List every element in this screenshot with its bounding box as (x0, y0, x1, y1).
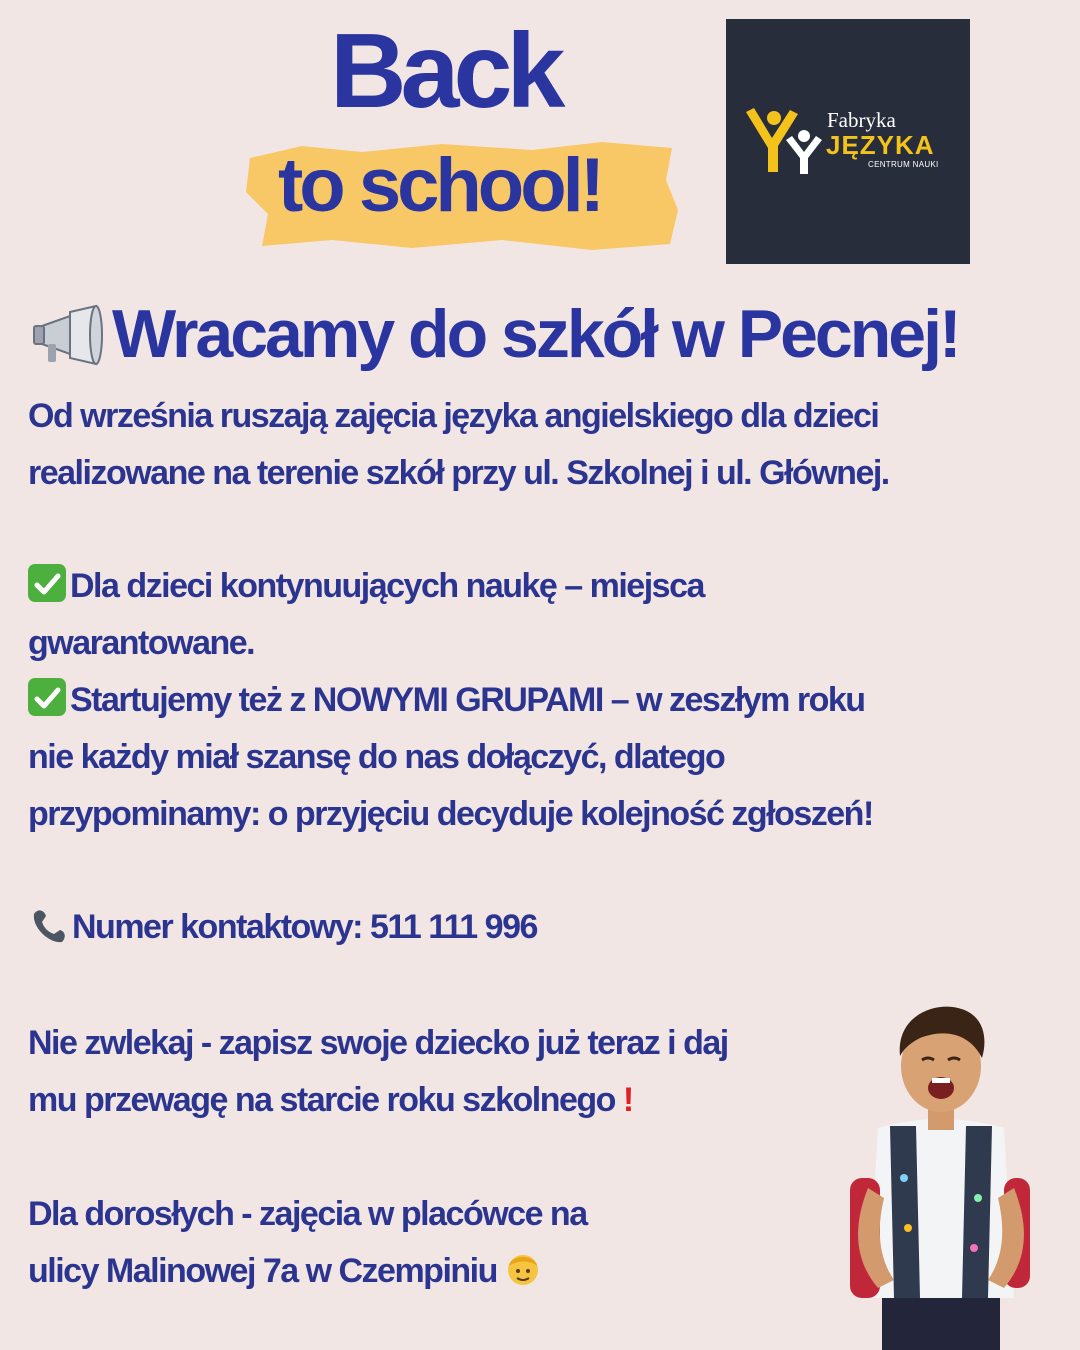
boy-face-icon (505, 1250, 541, 1288)
check-mark-icon (28, 564, 66, 602)
logo-figures-icon (744, 106, 826, 176)
title-to-school: to school! (278, 143, 602, 228)
check-mark-icon (28, 678, 66, 716)
bullet-2-line-1 (28, 672, 865, 729)
cta-line-1: Nie zwlekaj - zapisz swoje dziecko już teraz i daj (28, 1024, 728, 1062)
boy-illustration (838, 998, 1044, 1350)
logo-brand-main: JĘZYKA (826, 130, 935, 160)
cta-line-2 (28, 1072, 633, 1129)
bullet-2-text-1: Startujemy też z NOWYMI GRUPAMI – w zeszłym roku (70, 681, 865, 719)
megaphone-icon (30, 304, 106, 368)
intro-line-2: realizowane na terenie szkół przy ul. Szkolnej i ul. Głównej. (28, 454, 889, 492)
adults-line-2 (28, 1243, 541, 1300)
bullet-1-text-1: Dla dzieci kontynuujących naukę – miejsca (70, 567, 704, 605)
logo-brand-top: Fabryka (827, 108, 896, 132)
bullet-2-line-3: przypominamy: o przyjęciu decyduje kolejność zgłoszeń! (28, 795, 873, 833)
contact-number: Numer kontaktowy: 511 111 996 (72, 908, 537, 946)
intro-line-1: Od września ruszają zajęcia języka angielskiego dla dzieci (28, 397, 879, 435)
title-back: Back (330, 12, 560, 130)
contact-line (28, 899, 537, 956)
bullet-1-line-1 (28, 558, 704, 615)
cta-text-2: mu przewagę na starcie roku szkolnego (28, 1081, 615, 1119)
phone-icon (28, 906, 68, 944)
exclamation-icon: ! (622, 1081, 633, 1119)
logo-brand-sub: CENTRUM NAUKI (868, 160, 939, 169)
adults-text-2: ulicy Malinowej 7a w Czempiniu (28, 1252, 497, 1290)
headline: Wracamy do szkół w Pecnej! (112, 296, 959, 372)
adults-line-1: Dla dorosłych - zajęcia w placówce na (28, 1195, 587, 1233)
bullet-2-line-2: nie każdy miał szansę do nas dołączyć, dlatego (28, 738, 725, 776)
bullet-1-line-2: gwarantowane. (28, 624, 255, 662)
